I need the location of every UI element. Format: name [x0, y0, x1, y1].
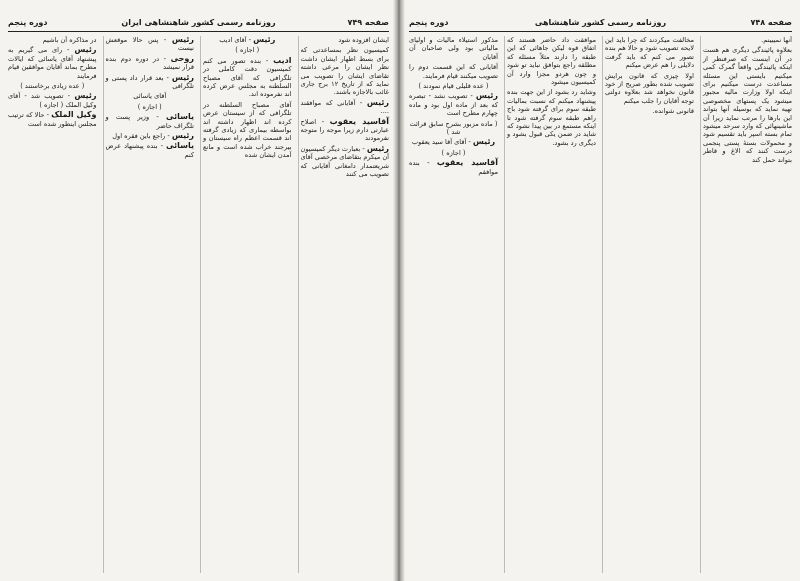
header-rule [8, 31, 389, 32]
paragraph-text: ایشان افزوده شود [338, 36, 389, 44]
page-header [8, 16, 389, 30]
speaker-name: روحی [170, 53, 194, 63]
paragraph-text: - پس حالا موقعش نیست [105, 36, 194, 53]
speaker-name: رئیس [366, 143, 389, 153]
paragraph [8, 82, 97, 90]
speaker-name: رئیس [472, 137, 496, 147]
paragraph-text: - تصویب نشد - تبصره که بعد از ماده اول بود و ماده چهارم مطرح است [409, 92, 498, 118]
paragraph [301, 46, 390, 96]
volume-label: دوره پنجم [409, 18, 449, 27]
paragraph-text: قانونی شوانده. [652, 107, 694, 116]
paragraph-text: - وزیر پست و تلگراف حاضر [105, 113, 194, 130]
paragraph-text: - آقایانی که موافقند .... [300, 98, 389, 116]
paragraph [301, 145, 390, 179]
paragraph [507, 88, 596, 147]
paragraph [8, 92, 97, 109]
paragraph-text: ( اجازه ) [441, 148, 466, 157]
paragraph-text: ( ماده مزبور بشرح سابق قرائت شد ) [409, 119, 498, 137]
paragraph-text: ( عده زیادی برخاستند ) [20, 82, 85, 91]
paragraph [605, 36, 694, 70]
speaker-name: رئیس [74, 91, 97, 101]
speaker-name: رئیس [253, 36, 276, 44]
text-columns [407, 36, 794, 573]
paragraph-text: - بعبارت دیگر کمیسیون آن میکرم بتقاضای مرخصی آقای شریعتمدار دامغانی آقایانی که تصویب می کنند [300, 144, 389, 179]
paragraph-text: ( اجازه ) [235, 46, 260, 55]
paragraph [409, 92, 498, 117]
paragraph [409, 36, 498, 61]
paragraph [703, 36, 792, 44]
speaker-name: رئیس [475, 91, 498, 101]
paragraph-text: - بنده تصور می کنم کمیسیون دقت کاملی در تلگرافی که آقای مصباح السلطنه به مجلس عرض کرده اند نفرموده اند. [203, 56, 292, 99]
text-column [504, 36, 598, 573]
paragraph [301, 118, 390, 143]
paragraph-text: آقایانی که این قسمت دوم را تصویب میکنند قیام فرمایند. [409, 63, 498, 80]
page-number: صفحه ۷۴۹ [347, 18, 389, 27]
paragraph [106, 132, 195, 140]
paragraph [409, 82, 498, 90]
volume-label: دوره پنجم [8, 18, 48, 27]
paragraph-text: مذکور استیلاء ماليات و اولیای مالیاتی بود ولی صاحبان آن آقایان [409, 36, 498, 61]
page-number: صفحه ۷۴۸ [750, 18, 792, 27]
paragraph-text: - آقای آقا سید یعقوب [411, 138, 473, 147]
paragraph [301, 99, 390, 116]
paragraph [106, 36, 195, 53]
paragraph [409, 120, 498, 137]
paragraph-text: - بنده پیشنهاد عرض کنم [105, 142, 194, 159]
paragraph-text: کمیسیون نظر بمساعدتی که برای بسط اظهار ایشان داشت نظر ایشان را مرعی داشته تقاضای ایشان را تصویب می نماید که از تاریخ ۱۲ برج جاری غائب بالاجازه باشند. [300, 46, 389, 97]
speaker-name: یاسائی [166, 112, 194, 122]
speaker-name: یاسائی [166, 141, 194, 151]
paragraph [605, 107, 694, 115]
paragraph [409, 159, 498, 176]
paragraph-text: ( عده قلیلی قیام نمودند ) [418, 82, 489, 91]
paragraph [106, 92, 195, 100]
paragraph-text: - بنده موافقم [409, 159, 498, 176]
book-gutter [393, 0, 405, 581]
paragraph-text: در مذاکره آن باشیم [42, 36, 97, 44]
paragraph [203, 101, 292, 160]
paragraph-text: مخالفت میکردند که چرا باید این لایحه تصویب شود و حالا هم بنده تصور می کنم که باید گرفت دلایلی را هم عرض میکنم [605, 36, 694, 70]
speaker-name: آقاسید یعقوب [436, 158, 499, 168]
newspaper-title: روزنامه رسمی کشور شاهنشاهی ایران [121, 18, 276, 27]
paragraph [605, 72, 694, 106]
text-column [103, 36, 197, 573]
paragraph [203, 36, 292, 44]
paragraph [409, 138, 498, 146]
speaker-name: رئیس [171, 72, 194, 82]
left-page [0, 0, 397, 581]
page-header [409, 16, 792, 30]
paragraph-text: - راجع باین فقره اول [112, 132, 172, 141]
paragraph-text: اولا چیزی که قانون برایش تصویب شده بطور صریح از خود قانون نخواهد شد بعلاوه دولتی توجه آقایان را جلب میکنم [605, 71, 694, 105]
right-page [401, 0, 800, 581]
paragraph [106, 103, 195, 111]
speaker-name: رئیس [366, 97, 389, 107]
speaker-name: رئیس [171, 36, 194, 44]
header-rule [409, 31, 792, 32]
paragraph-text: - حالا که ترتیب مجلس اینطور شده است [8, 111, 97, 128]
paragraph-text: - بعد قرار داد پستی و تلگرافی [105, 73, 194, 91]
paragraph [106, 113, 195, 130]
paragraph-text: - در دوره دوم بنده قرار نمیشد [105, 54, 194, 72]
paragraph-text: - آقای ادیب [219, 36, 254, 44]
paragraph [409, 149, 498, 157]
speaker-name: رئیس [74, 45, 97, 55]
paragraph [106, 74, 195, 91]
newspaper-title: روزنامه رسمی کشور شاهنشاهی [534, 18, 667, 27]
text-column [407, 36, 500, 573]
text-column [6, 36, 99, 573]
paragraph [203, 57, 292, 99]
text-columns [6, 36, 391, 573]
speaker-name: وکیل الملک [51, 110, 97, 120]
paragraph [409, 63, 498, 80]
paragraph [507, 36, 596, 86]
paragraph [8, 46, 97, 80]
paragraph-text: وشاید رد بشود از این جهت بنده پیشنهاد میکنم که نسبت بمالیات طبقه سوم برای گرفته شود باج راهم طبقه سوم گرفته شود تا اینکه مستمع در بین پیدا نشود که شاید در ضمن یکی قبول بشود و دیگری رد بشود. [507, 88, 596, 147]
paragraph [8, 111, 97, 128]
paragraph [106, 55, 195, 72]
paragraph [703, 46, 792, 164]
paragraph [106, 142, 195, 159]
speaker-name: رئیس [171, 131, 194, 141]
speaker-name: ادیب [273, 55, 292, 65]
paragraph-text: - اصلاح عبارتی دارم زیرا موجه را متوجه نفرمودند [300, 117, 389, 143]
text-column [700, 36, 794, 573]
paragraph-text: آقای مصباح السلطنه در تلگرافی که از سیستان عرض کرده اند اظهار داشته اند بواسطه بیماری که زیادی گرفته اند قسمت اعظم راه سیستان و بیرجند خراب شده است و مانع آمدن ایشان شده [203, 100, 292, 160]
paragraph-text: آقای یاسائی [133, 92, 167, 101]
paragraph-text: موافقت داد حاضر هستند که اتفاق قوه لیکن جاهائی که این طبقه را دارند مثلاً مسئله که مطلقه راجع بتوافق نباید تو شود و چون هردو مجزا وارد آن کمیسیون میشود [507, 36, 596, 87]
paragraph-text: ( اجازه ) [137, 102, 162, 111]
text-column [200, 36, 294, 573]
paragraph [8, 36, 97, 44]
text-column [298, 36, 392, 573]
paragraph-text: - تصویب شد - آقای وکیل الملک ( اجازه ) [8, 92, 97, 109]
speaker-name: آقاسید یعقوب [329, 116, 389, 126]
paragraph-text: بعلاوه پائیندگی دیگری هم هست در آن اینست که صرفنظر از اینکه پائیندگی واقعاً گمرک کمی میکنیم بایستی این مسئله مساعدت درست میکنیم برای اینکه اولا وزارت مالیه مجبور میشود یک پستهای مخصوصی تهیه نماید که بوسیله آنها بتواند این بارها را مرتب نماید زیرا آن ماشینهائی که وارد سرحد میشود تمام بسته اسپر باید تقسیم شود و محمولات بستهٔ پستی پنجمی درست کنند که الاغ و قاطر بتواند حمل کند [703, 46, 792, 164]
paragraph-text: آنها نمیبینم. [761, 36, 792, 44]
paragraph [203, 46, 292, 54]
paragraph [301, 36, 390, 44]
text-column [602, 36, 696, 573]
paragraph-text: - رای می گیریم به پیشنهاد آقای یاسائی که ایالات مطرح بماند آقایان موافقین قیام فرمایند [8, 46, 97, 80]
